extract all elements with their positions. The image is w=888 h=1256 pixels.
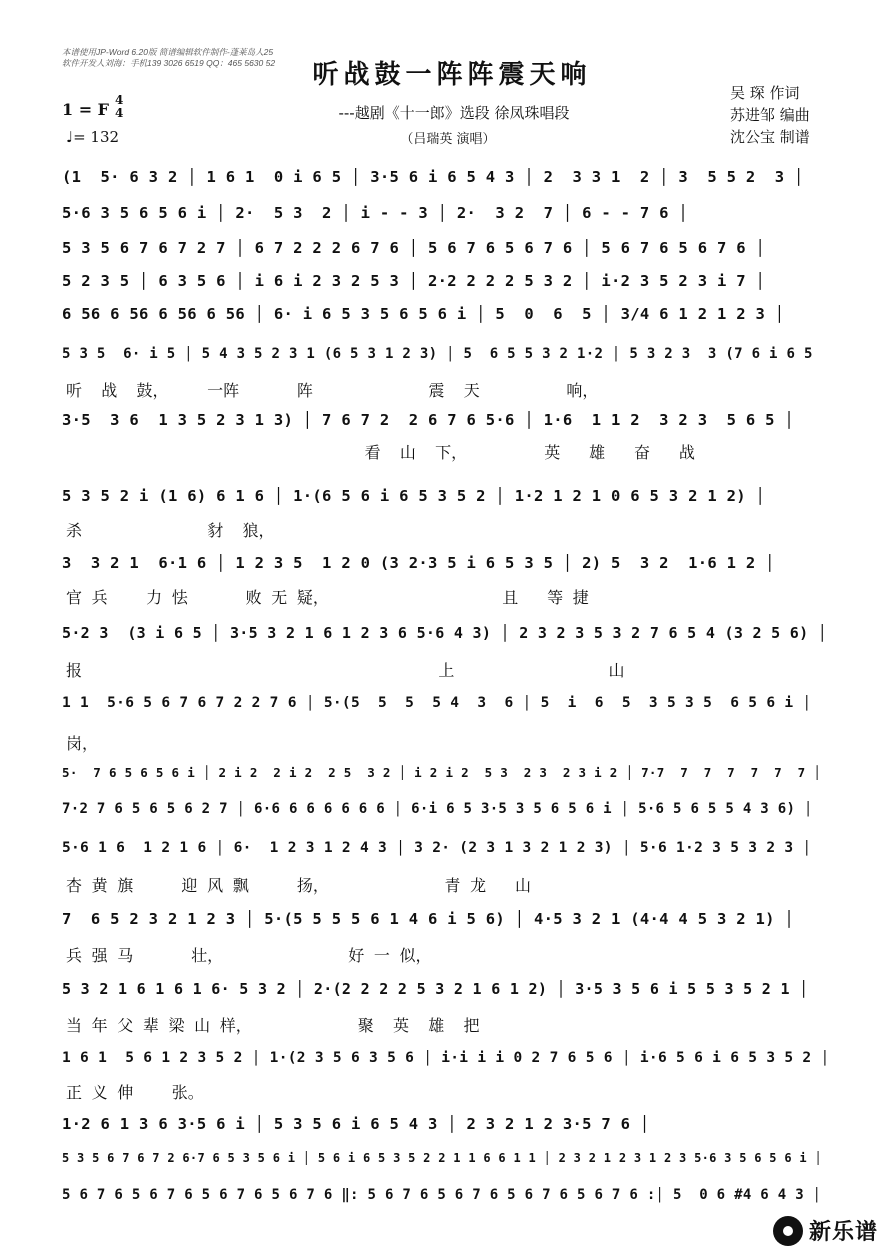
music-line: 5·2 3 (3 i 6 5 │ 3·5 3 2 1 6 1 2 3 6 5·6 4 3) │ 2 3 2 3 5 3 2 7 6 5 4 (3 2 5 6) │ bbox=[62, 624, 828, 642]
music-line: 1 6 1 5 6 1 2 3 5 2 │ 1·(2 3 5 6 3 5 6 │ i·i i i 0 2 7 6 5 6 │ i·6 5 6 i 6 5 3 5 2 │ bbox=[62, 1050, 830, 1066]
music-line: 5 3 5 6 7 6 7 2 6·7 6 5 3 5 6 i │ 5 6 i 6 5 3 5 2 2 1 1 6 6 1 1 │ 2 3 2 1 2 3 1 2 3 5·6 3 5 6 5 6 i │ bbox=[62, 1151, 822, 1165]
music-line: 5 3 5 2 i (1 6) 6 1 6 │ 1·(6 5 6 i 6 5 3 5 2 │ 1·2 1 2 1 0 6 5 3 2 1 2) │ bbox=[62, 487, 766, 505]
music-line: 5 6 7 6 5 6 7 6 5 6 7 6 5 6 7 6 ‖: 5 6 7 6 5 6 7 6 5 6 7 6 5 6 7 6 :│ 5 0 6 #4 6 4 3 │ bbox=[62, 1187, 822, 1203]
lyric-line: 官 兵 力 怯 败 无 疑， 且 等 捷 bbox=[66, 588, 589, 607]
lyric-line: 听 战 鼓， 一阵 阵 震 天 响， bbox=[66, 381, 599, 400]
record-logo-icon bbox=[773, 1216, 803, 1246]
time-signature-top: 4 bbox=[115, 93, 124, 107]
composer-credit: 苏进邹 编曲 bbox=[730, 106, 810, 124]
music-line: 3·5 3 6 1 3 5 2 3 1 3) │ 7 6 7 2 2 6 7 6 5·6 │ 1·6 1 1 2 3 2 3 5 6 5 │ bbox=[62, 411, 795, 429]
lyric-line: 看 山 下， 英 雄 奋 战 bbox=[66, 443, 695, 462]
brand-name: 新乐谱 bbox=[808, 1220, 878, 1245]
music-line: 5·6 1 6 1 2 1 6 │ 6· 1 2 3 1 2 4 3 │ 3 2· (2 3 1 3 2 1 2 3) │ 5·6 1·2 3 5 3 2 3 │ bbox=[62, 840, 812, 856]
transcriber-credit: 沈公宝 制谱 bbox=[730, 128, 810, 146]
lyric-line: 报 上 山 bbox=[66, 661, 625, 680]
score-subtitle: ---越剧《十一郎》选段 徐凤珠唱段 bbox=[338, 104, 570, 122]
music-line: 6 56 6 56 6 56 6 56 │ 6· i 6 5 3 5 6 5 6 i │ 5 0 6 5 │ 3/4 6 1 2 1 2 3 │ bbox=[62, 305, 785, 323]
time-signature bbox=[115, 94, 123, 120]
lyric-line: 杀 豺 狼， bbox=[66, 521, 275, 540]
music-line: 5·6 3 5 6 5 6 i │ 2· 5 3 2 │ i - - 3 │ 2· 3 2 7 │ 6 - - 7 6 │ bbox=[62, 204, 689, 222]
music-line: 5 3 5 6 7 6 7 2 7 │ 6 7 2 2 2 6 7 6 │ 5 6 7 6 5 6 7 6 │ 5 6 7 6 5 6 7 6 │ bbox=[62, 239, 766, 257]
brand-watermark bbox=[773, 1215, 878, 1246]
music-line: 5 3 5 6· i 5 │ 5 4 3 5 2 3 1 (6 5 3 1 2 3) │ 5 6 5 5 3 2 1·2 │ 5 3 2 3 3 (7 6 i 6 5 bbox=[62, 346, 813, 362]
lyric-line: 正 义 伸 张。 bbox=[66, 1083, 204, 1102]
key-signature: 1 = F bbox=[62, 100, 110, 119]
music-line: 5 2 3 5 │ 6 3 5 6 │ i 6 i 2 3 2 5 3 │ 2·2 2 2 2 5 3 2 │ i·2 3 5 2 3 i 7 │ bbox=[62, 272, 766, 290]
time-signature-bottom: 4 bbox=[115, 106, 124, 120]
music-line: 1·2 6 1 3 6 3·5 6 i │ 5 3 5 6 i 6 5 4 3 │ 2 3 2 1 2 3·5 7 6 │ bbox=[62, 1115, 650, 1133]
lyric-line: 当 年 父 辈 梁 山 样， 聚 英 雄 把 bbox=[66, 1016, 480, 1035]
performer-note: （吕瑞英 演唱） bbox=[400, 132, 496, 147]
lyricist-credit: 吴 琛 作词 bbox=[730, 84, 800, 102]
music-line: 7 6 5 2 3 2 1 2 3 │ 5·(5 5 5 5 6 1 4 6 i 5 6) │ 4·5 3 2 1 (4·4 4 5 3 2 1) │ bbox=[62, 910, 795, 928]
music-line: (1 5· 6 3 2 │ 1 6 1 0 i 6 5 │ 3·5 6 i 6 5 4 3 │ 2 3 3 1 2 │ 3 5 5 2 3 │ bbox=[62, 168, 804, 186]
software-credit-line-1: 本谱使用JP-Word 6.20版 简谱编辑软件制作-蓬莱岛人25 bbox=[62, 47, 274, 57]
software-credit-line-2: 软件开发人刘海：手机139 3026 6519 QQ：465 5630 52 bbox=[62, 58, 276, 68]
score-title: 听战鼓一阵阵震天响 bbox=[312, 60, 592, 90]
lyric-line: 杏 黄 旗 迎 风 飘 扬， 青 龙 山 bbox=[66, 876, 531, 895]
music-line: 5 3 2 1 6 1 6 1 6· 5 3 2 │ 2·(2 2 2 2 5 3 2 1 6 1 2) │ 3·5 3 5 6 i 5 5 3 5 2 1 │ bbox=[62, 980, 809, 998]
tempo-marking: ♩= 132 bbox=[66, 128, 120, 146]
music-line: 3 3 2 1 6·1 6 │ 1 2 3 5 1 2 0 (3 2·3 5 i 6 5 3 5 │ 2) 5 3 2 1·6 1 2 │ bbox=[62, 554, 775, 572]
lyric-line: 岗， bbox=[66, 734, 99, 753]
music-line: 7·2 7 6 5 6 5 6 2 7 │ 6·6 6 6 6 6 6 6 │ 6·i 6 5 3·5 3 5 6 5 6 i │ 5·6 5 6 5 5 4 3 6) │ bbox=[62, 801, 813, 817]
music-line: 1 1 5·6 5 6 7 6 7 2 2 7 6 │ 5·(5 5 5 5 4 3 6 │ 5 i 6 5 3 5 3 5 6 5 6 i │ bbox=[62, 695, 812, 711]
music-line: 5· 7 6 5 6 5 6 i │ 2 i 2 2 i 2 2 5 3 2 │ i 2 i 2 5 3 2 3 2 3 i 2 │ 7·7 7 7 7 7 7 7 │ bbox=[62, 765, 822, 780]
lyric-line: 兵 强 马 壮， 好 一 似， bbox=[66, 946, 432, 965]
